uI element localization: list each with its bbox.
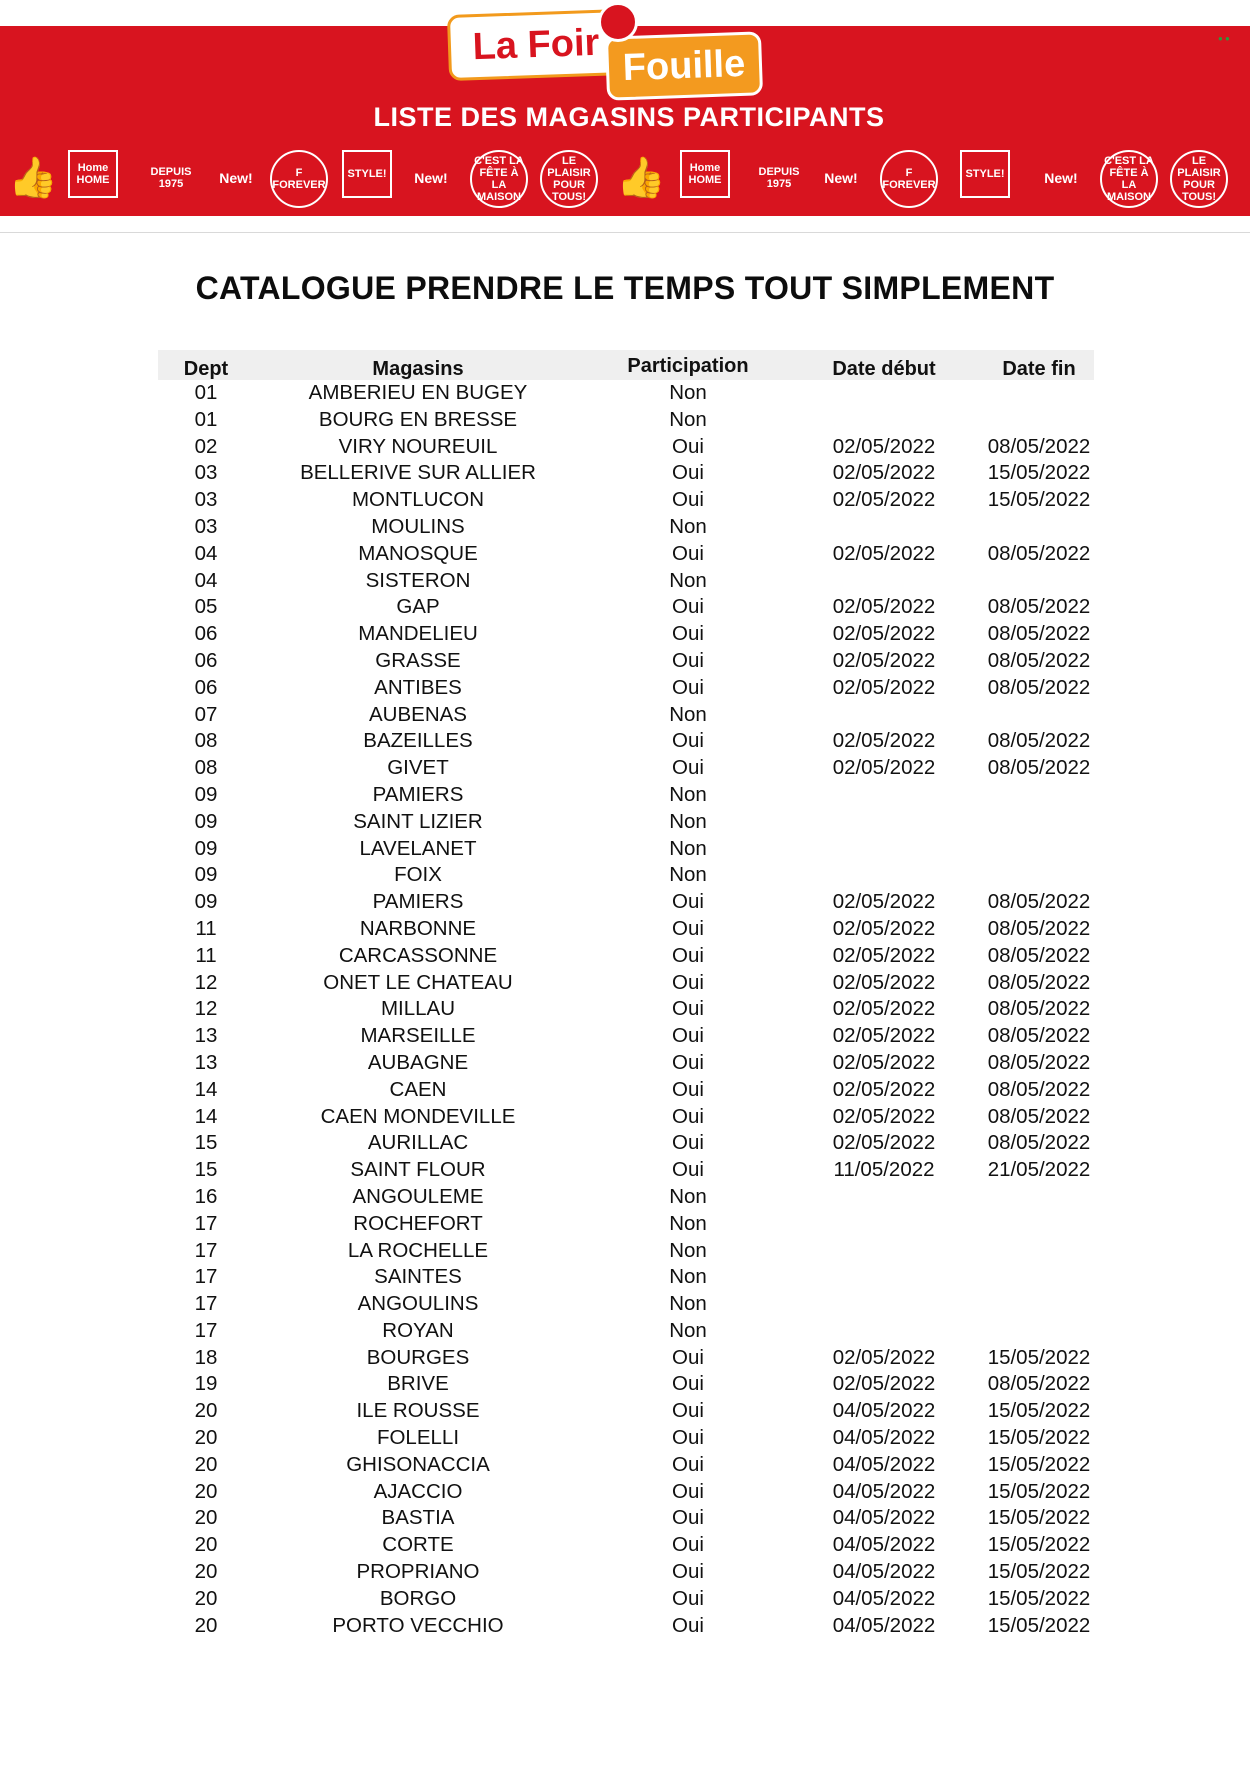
page-title: CATALOGUE PRENDRE LE TEMPS TOUT SIMPLEMENT xyxy=(195,270,1055,306)
table-row xyxy=(158,1398,1094,1425)
table-row xyxy=(158,1613,1094,1640)
cell-date-fin: 08/05/2022 xyxy=(987,970,1091,994)
cell-dept: 20 xyxy=(194,1560,218,1584)
cell-dept: 08 xyxy=(194,756,218,780)
cell-participation: Oui xyxy=(672,1452,704,1476)
cell-magasin: LAVELANET xyxy=(359,836,477,860)
cell-date-fin: 15/05/2022 xyxy=(987,1426,1091,1450)
cell-dept: 17 xyxy=(194,1211,218,1235)
cell-participation: Non xyxy=(669,1318,707,1342)
cell-date-fin: 21/05/2022 xyxy=(987,1158,1091,1182)
cell-dept: 09 xyxy=(194,890,218,914)
cell-date-fin: 08/05/2022 xyxy=(987,916,1091,940)
cell-magasin: PROPRIANO xyxy=(356,1560,480,1584)
cell-date-fin: 15/05/2022 xyxy=(987,1613,1091,1637)
table-header xyxy=(158,350,1094,380)
cell-date-fin: 15/05/2022 xyxy=(987,1345,1091,1369)
table-row xyxy=(158,380,1094,407)
cell-participation: Non xyxy=(669,702,707,726)
cell-date-debut: 02/05/2022 xyxy=(832,970,936,994)
cell-dept: 13 xyxy=(194,1050,218,1074)
logo-bubble-icon xyxy=(598,2,638,42)
cell-date-debut: 02/05/2022 xyxy=(832,1024,936,1048)
cell-participation: Oui xyxy=(672,1586,704,1610)
cell-magasin: ANTIBES xyxy=(374,675,462,699)
cell-date-debut: 02/05/2022 xyxy=(832,541,936,565)
cell-date-fin: 08/05/2022 xyxy=(987,648,1091,672)
cell-dept: 09 xyxy=(194,809,218,833)
table-row xyxy=(158,1077,1094,1104)
cell-date-fin: 15/05/2022 xyxy=(987,1533,1091,1557)
cell-dept: 17 xyxy=(194,1318,218,1342)
table-row xyxy=(158,916,1094,943)
cell-date-debut: 02/05/2022 xyxy=(832,595,936,619)
table-row xyxy=(158,1023,1094,1050)
cell-participation: Oui xyxy=(672,1158,704,1182)
cell-magasin: GRASSE xyxy=(375,648,461,672)
cell-participation: Non xyxy=(669,514,707,538)
cell-dept: 06 xyxy=(194,675,218,699)
table-row xyxy=(158,1479,1094,1506)
table-row xyxy=(158,970,1094,997)
table-row xyxy=(158,996,1094,1023)
cell-dept: 15 xyxy=(194,1158,218,1182)
cell-date-debut: 02/05/2022 xyxy=(832,943,936,967)
cell-participation: Oui xyxy=(672,1131,704,1155)
cell-participation: Oui xyxy=(672,488,704,512)
cell-date-debut: 04/05/2022 xyxy=(832,1452,936,1476)
cell-magasin: SAINT LIZIER xyxy=(353,809,483,833)
cell-date-debut: 02/05/2022 xyxy=(832,756,936,780)
cell-magasin: BAZEILLES xyxy=(363,729,473,753)
table-row xyxy=(158,487,1094,514)
cell-date-debut: 02/05/2022 xyxy=(832,890,936,914)
cell-date-debut: 11/05/2022 xyxy=(833,1158,935,1182)
table-row xyxy=(158,1586,1094,1613)
cell-dept: 03 xyxy=(194,488,218,512)
cell-date-fin: 08/05/2022 xyxy=(987,1131,1091,1155)
table-row xyxy=(158,407,1094,434)
cell-date-fin: 15/05/2022 xyxy=(987,1452,1091,1476)
cell-dept: 08 xyxy=(194,729,218,753)
cell-dept: 19 xyxy=(194,1372,218,1396)
cell-participation: Oui xyxy=(672,943,704,967)
cell-date-fin: 08/05/2022 xyxy=(987,595,1091,619)
cell-magasin: GIVET xyxy=(387,756,449,780)
cell-magasin: MONTLUCON xyxy=(351,488,485,512)
cell-participation: Oui xyxy=(672,675,704,699)
cell-magasin: SISTERON xyxy=(365,568,471,592)
cell-magasin: BORGO xyxy=(379,1586,457,1610)
cell-date-fin: 08/05/2022 xyxy=(987,434,1091,458)
cell-date-debut: 04/05/2022 xyxy=(832,1560,936,1584)
cell-dept: 20 xyxy=(194,1533,218,1557)
cell-date-debut: 04/05/2022 xyxy=(832,1426,936,1450)
header-date-fin: Date fin xyxy=(1002,358,1076,380)
new-star-icon: New! xyxy=(414,170,448,186)
cell-participation: Non xyxy=(669,782,707,806)
cell-magasin: FOIX xyxy=(394,863,442,887)
cell-dept: 20 xyxy=(194,1586,218,1610)
cell-participation: Oui xyxy=(672,1533,704,1557)
cell-magasin: MANDELIEU xyxy=(358,622,478,646)
cell-date-debut: 02/05/2022 xyxy=(832,1077,936,1101)
plaisir-tous-badge: LE PLAISIR POUR TOUS! xyxy=(1170,150,1228,208)
cell-magasin: ILE ROUSSE xyxy=(356,1399,480,1423)
color-dots-icon: ● ● xyxy=(1218,34,1230,43)
cell-dept: 20 xyxy=(194,1479,218,1503)
table-row xyxy=(158,1238,1094,1265)
table-row xyxy=(158,621,1094,648)
cell-participation: Oui xyxy=(672,648,704,672)
forever-badge: F FOREVER xyxy=(880,150,938,208)
new-star-icon: New! xyxy=(219,170,253,186)
cell-magasin: AUBAGNE xyxy=(367,1050,469,1074)
cell-participation: Non xyxy=(669,809,707,833)
cell-dept: 09 xyxy=(194,863,218,887)
cell-magasin: BASTIA xyxy=(381,1506,455,1530)
cell-date-debut: 04/05/2022 xyxy=(832,1479,936,1503)
store-table xyxy=(158,350,1094,1639)
table-row xyxy=(158,1559,1094,1586)
cell-participation: Oui xyxy=(672,1050,704,1074)
table-row xyxy=(158,1264,1094,1291)
cell-participation: Non xyxy=(669,1238,707,1262)
cell-participation: Oui xyxy=(672,729,704,753)
home-badge-icon: Home HOME xyxy=(68,150,118,198)
cell-magasin: BRIVE xyxy=(387,1372,449,1396)
table-row xyxy=(158,1157,1094,1184)
cell-date-fin: 15/05/2022 xyxy=(987,1560,1091,1584)
cell-magasin: CAEN MONDEVILLE xyxy=(320,1104,516,1128)
table-row xyxy=(158,648,1094,675)
table-row xyxy=(158,514,1094,541)
cell-dept: 06 xyxy=(194,622,218,646)
table-row xyxy=(158,1184,1094,1211)
cell-date-fin: 08/05/2022 xyxy=(987,1077,1091,1101)
style-badge: STYLE! xyxy=(342,150,392,198)
cell-participation: Oui xyxy=(672,1024,704,1048)
cell-participation: Oui xyxy=(672,916,704,940)
cell-date-fin: 08/05/2022 xyxy=(987,729,1091,753)
cell-participation: Non xyxy=(669,381,707,404)
cell-participation: Non xyxy=(669,568,707,592)
cell-participation: Oui xyxy=(672,541,704,565)
cell-magasin: BOURG EN BRESSE xyxy=(318,407,518,431)
cell-date-fin: 15/05/2022 xyxy=(987,461,1091,485)
table-row xyxy=(158,594,1094,621)
cell-dept: 01 xyxy=(194,407,218,431)
cell-date-fin: 15/05/2022 xyxy=(987,1399,1091,1423)
fete-maison-badge: C'EST LA FÊTE À LA MAISON xyxy=(470,150,528,208)
table-row xyxy=(158,889,1094,916)
header-date-debut: Date début xyxy=(832,358,936,380)
cell-participation: Oui xyxy=(672,1399,704,1423)
table-row xyxy=(158,755,1094,782)
cell-magasin: MILLAU xyxy=(380,997,456,1021)
cell-date-debut: 04/05/2022 xyxy=(832,1586,936,1610)
fete-maison-badge: C'EST LA FÊTE À LA MAISON xyxy=(1100,150,1158,208)
table-row xyxy=(158,782,1094,809)
cell-date-fin: 08/05/2022 xyxy=(987,1024,1091,1048)
table-row xyxy=(158,809,1094,836)
cell-date-debut: 02/05/2022 xyxy=(832,1345,936,1369)
table-row xyxy=(158,728,1094,755)
table-row xyxy=(158,1532,1094,1559)
new-star-icon: New! xyxy=(824,170,858,186)
cell-dept: 17 xyxy=(194,1292,218,1316)
cell-participation: Oui xyxy=(672,1077,704,1101)
cell-date-debut: 02/05/2022 xyxy=(832,648,936,672)
cell-participation: Oui xyxy=(672,461,704,485)
cell-date-debut: 02/05/2022 xyxy=(832,461,936,485)
cell-dept: 20 xyxy=(194,1613,218,1637)
cell-date-debut: 02/05/2022 xyxy=(832,488,936,512)
cell-participation: Oui xyxy=(672,997,704,1021)
cell-date-fin: 15/05/2022 xyxy=(987,1479,1091,1503)
cell-participation: Oui xyxy=(672,622,704,646)
cell-magasin: GHISONACCIA xyxy=(346,1452,490,1476)
cell-participation: Non xyxy=(669,836,707,860)
cell-date-fin: 08/05/2022 xyxy=(987,1050,1091,1074)
cell-participation: Oui xyxy=(672,1372,704,1396)
cell-dept: 12 xyxy=(194,997,218,1021)
cell-date-debut: 02/05/2022 xyxy=(832,434,936,458)
cell-date-debut: 02/05/2022 xyxy=(832,1050,936,1074)
table-row xyxy=(158,1345,1094,1372)
cell-participation: Oui xyxy=(672,595,704,619)
cell-magasin: LA ROCHELLE xyxy=(347,1238,489,1262)
cell-dept: 01 xyxy=(194,381,218,404)
table-row xyxy=(158,568,1094,595)
cell-dept: 04 xyxy=(194,568,218,592)
cell-magasin: PAMIERS xyxy=(372,782,464,806)
cell-magasin: SAINT FLOUR xyxy=(350,1158,486,1182)
divider xyxy=(0,232,1250,233)
badge-strip xyxy=(0,150,1250,220)
cell-magasin: PAMIERS xyxy=(372,890,464,914)
cell-date-debut: 02/05/2022 xyxy=(832,916,936,940)
cell-magasin: AMBERIEU EN BUGEY xyxy=(308,381,528,404)
cell-dept: 15 xyxy=(194,1131,218,1155)
cell-participation: Oui xyxy=(672,1613,704,1637)
since-1975-badge: DEPUIS 1975 xyxy=(150,166,192,190)
table-row xyxy=(158,862,1094,889)
style-badge: STYLE! xyxy=(960,150,1010,198)
cell-participation: Oui xyxy=(672,1345,704,1369)
cell-dept: 17 xyxy=(194,1265,218,1289)
cell-magasin: MANOSQUE xyxy=(358,541,478,565)
cell-dept: 17 xyxy=(194,1238,218,1262)
cell-date-fin: 08/05/2022 xyxy=(987,541,1091,565)
cell-participation: Non xyxy=(669,1292,707,1316)
cell-dept: 06 xyxy=(194,648,218,672)
cell-date-fin: 08/05/2022 xyxy=(987,622,1091,646)
cell-date-debut: 02/05/2022 xyxy=(832,1372,936,1396)
cell-participation: Oui xyxy=(672,756,704,780)
cell-magasin: ONET LE CHATEAU xyxy=(323,970,513,994)
cell-date-debut: 02/05/2022 xyxy=(832,729,936,753)
header-dept: Dept xyxy=(183,358,229,380)
cell-date-fin: 15/05/2022 xyxy=(987,488,1091,512)
cell-dept: 14 xyxy=(194,1077,218,1101)
cell-participation: Oui xyxy=(672,970,704,994)
cell-magasin: AUBENAS xyxy=(369,702,467,726)
brand-logo[interactable] xyxy=(448,10,758,94)
table-row xyxy=(158,1104,1094,1131)
table-row xyxy=(158,943,1094,970)
cell-dept: 09 xyxy=(194,782,218,806)
cell-dept: 12 xyxy=(194,970,218,994)
cell-magasin: AURILLAC xyxy=(367,1131,469,1155)
table-row xyxy=(158,1050,1094,1077)
cell-date-debut: 02/05/2022 xyxy=(832,675,936,699)
cell-date-fin: 15/05/2022 xyxy=(987,1586,1091,1610)
cell-date-fin: 08/05/2022 xyxy=(987,997,1091,1021)
cell-magasin: CAEN xyxy=(389,1077,447,1101)
cell-dept: 03 xyxy=(194,461,218,485)
table-row xyxy=(158,702,1094,729)
thumbs-up-icon: 👍 xyxy=(616,156,666,200)
table-body xyxy=(158,380,1094,1639)
cell-magasin: FOLELLI xyxy=(376,1426,460,1450)
banner-subtitle: LISTE DES MAGASINS PARTICIPANTS xyxy=(373,102,885,132)
logo-text-part1: La Foir xyxy=(447,9,625,81)
cell-dept: 20 xyxy=(194,1452,218,1476)
table-row xyxy=(158,541,1094,568)
cell-date-debut: 04/05/2022 xyxy=(832,1613,936,1637)
cell-dept: 05 xyxy=(194,595,218,619)
cell-magasin: ANGOULEME xyxy=(352,1184,484,1208)
cell-dept: 03 xyxy=(194,514,218,538)
cell-date-fin: 08/05/2022 xyxy=(987,890,1091,914)
cell-magasin: MOULINS xyxy=(371,514,465,538)
cell-magasin: PORTO VECCHIO xyxy=(332,1613,504,1637)
cell-dept: 02 xyxy=(194,434,218,458)
cell-magasin: BOURGES xyxy=(366,1345,470,1369)
cell-participation: Oui xyxy=(672,1426,704,1450)
cell-participation: Oui xyxy=(672,1506,704,1530)
cell-date-fin: 08/05/2022 xyxy=(987,1372,1091,1396)
cell-dept: 11 xyxy=(195,943,217,967)
cell-dept: 20 xyxy=(194,1426,218,1450)
new-star-icon: New! xyxy=(1044,170,1078,186)
table-row xyxy=(158,1505,1094,1532)
cell-date-fin: 15/05/2022 xyxy=(987,1506,1091,1530)
logo-text-part2: Fouille xyxy=(605,31,763,100)
cell-magasin: MARSEILLE xyxy=(360,1024,476,1048)
home-badge-icon: Home HOME xyxy=(680,150,730,198)
header-magasins: Magasins xyxy=(372,358,464,380)
cell-magasin: SAINTES xyxy=(374,1265,462,1289)
cell-participation: Non xyxy=(669,863,707,887)
table-row xyxy=(158,434,1094,461)
cell-date-debut: 04/05/2022 xyxy=(832,1399,936,1423)
since-1975-badge: DEPUIS 1975 xyxy=(758,166,800,190)
cell-dept: 11 xyxy=(195,916,217,940)
cell-date-fin: 08/05/2022 xyxy=(987,756,1091,780)
cell-dept: 20 xyxy=(194,1399,218,1423)
cell-magasin: NARBONNE xyxy=(359,916,477,940)
table-row xyxy=(158,1130,1094,1157)
cell-magasin: ROCHEFORT xyxy=(353,1211,483,1235)
cell-participation: Oui xyxy=(672,1560,704,1584)
cell-dept: 09 xyxy=(194,836,218,860)
table-row xyxy=(158,1318,1094,1345)
cell-dept: 14 xyxy=(194,1104,218,1128)
cell-date-debut: 02/05/2022 xyxy=(832,622,936,646)
cell-participation: Oui xyxy=(672,890,704,914)
table-row xyxy=(158,1211,1094,1238)
cell-participation: Oui xyxy=(672,434,704,458)
cell-date-debut: 02/05/2022 xyxy=(832,997,936,1021)
cell-participation: Oui xyxy=(672,1104,704,1128)
table-row xyxy=(158,1291,1094,1318)
thumbs-up-icon: 👍 xyxy=(8,156,58,200)
cell-date-debut: 04/05/2022 xyxy=(832,1506,936,1530)
cell-dept: 13 xyxy=(194,1024,218,1048)
cell-magasin: GAP xyxy=(396,595,440,619)
cell-magasin: VIRY NOUREUIL xyxy=(338,434,498,458)
cell-date-debut: 02/05/2022 xyxy=(832,1104,936,1128)
cell-participation: Oui xyxy=(672,1479,704,1503)
table-row xyxy=(158,1425,1094,1452)
table-row xyxy=(158,836,1094,863)
cell-dept: 07 xyxy=(194,702,218,726)
cell-date-fin: 08/05/2022 xyxy=(987,1104,1091,1128)
cell-dept: 04 xyxy=(194,541,218,565)
cell-dept: 18 xyxy=(194,1345,218,1369)
header-participation: Participation xyxy=(627,355,749,377)
cell-magasin: ROYAN xyxy=(382,1318,454,1342)
cell-date-fin: 08/05/2022 xyxy=(987,675,1091,699)
cell-magasin: ANGOULINS xyxy=(357,1292,479,1316)
table-row xyxy=(158,1371,1094,1398)
plaisir-tous-badge: LE PLAISIR POUR TOUS! xyxy=(540,150,598,208)
table-row xyxy=(158,675,1094,702)
cell-magasin: BELLERIVE SUR ALLIER xyxy=(300,461,536,485)
cell-participation: Non xyxy=(669,407,707,431)
cell-participation: Non xyxy=(669,1265,707,1289)
cell-participation: Non xyxy=(669,1184,707,1208)
cell-date-debut: 04/05/2022 xyxy=(832,1533,936,1557)
cell-magasin: CARCASSONNE xyxy=(338,943,498,967)
cell-date-debut: 02/05/2022 xyxy=(832,1131,936,1155)
table-row xyxy=(158,460,1094,487)
forever-badge: F FOREVER xyxy=(270,150,328,208)
cell-magasin: AJACCIO xyxy=(373,1479,463,1503)
cell-dept: 16 xyxy=(194,1184,218,1208)
cell-participation: Non xyxy=(669,1211,707,1235)
table-row xyxy=(158,1452,1094,1479)
cell-date-fin: 08/05/2022 xyxy=(987,943,1091,967)
cell-magasin: CORTE xyxy=(382,1533,454,1557)
cell-dept: 20 xyxy=(194,1506,218,1530)
